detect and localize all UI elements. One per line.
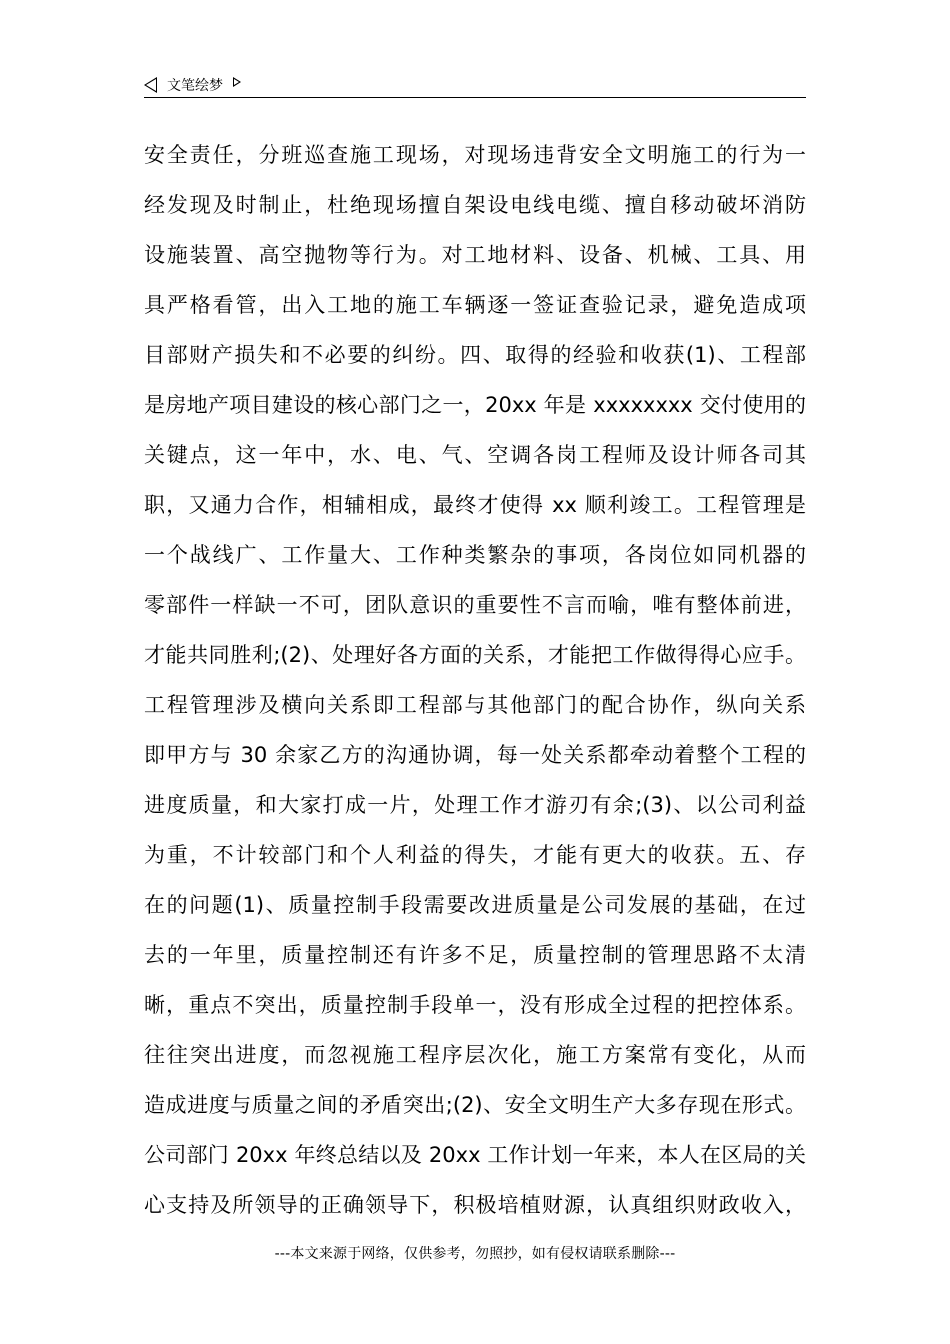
text-line: 为重，不计较部门和个人利益的得失，才能有更大的收获。五、存	[144, 843, 806, 867]
text-line: 职，又通力合作，相辅相成，最终才使得 xx 顺利竣工。工程管理是	[144, 493, 806, 517]
text-line: 工程管理涉及横向关系即工程部与其他部门的配合协作，纵向关系	[144, 693, 806, 717]
triangle-left-icon	[144, 77, 157, 93]
header-divider	[144, 97, 806, 98]
text-line: 往往突出进度，而忽视施工程序层次化，施工方案常有变化，从而	[144, 1043, 806, 1067]
text-line: 目部财产损失和不必要的纠纷。四、取得的经验和收获(1)、工程部	[144, 343, 806, 367]
text-line: 去的一年里，质量控制还有许多不足，质量控制的管理思路不太清	[144, 943, 806, 967]
text-line: 一个战线广、工作量大、工作种类繁杂的事项，各岗位如同机器的	[144, 543, 806, 567]
text-line: 安全责任，分班巡查施工现场，对现场违背安全文明施工的行为一	[144, 143, 806, 167]
text-line: 即甲方与 30 余家乙方的沟通协调，每一处关系都牵动着整个工程的	[144, 743, 806, 767]
footer-disclaimer: ---本文来源于网络，仅供参考，勿照抄，如有侵权请联系删除---	[274, 1246, 676, 1262]
text-line: 晰，重点不突出，质量控制手段单一，没有形成全过程的把控体系。	[144, 993, 806, 1017]
text-line: 才能共同胜利;(2)、处理好各方面的关系，才能把工作做得得心应手。	[144, 643, 806, 667]
text-line: 心支持及所领导的正确领导下，积极培植财源，认真组织财政收入，	[144, 1193, 806, 1217]
triangle-right-icon	[233, 77, 241, 87]
text-line: 进度质量，和大家打成一片，处理工作才游刃有余;(3)、以公司利益	[144, 793, 806, 817]
text-line: 在的问题(1)、质量控制手段需要改进质量是公司发展的基础，在过	[144, 893, 806, 917]
text-line: 具严格看管，出入工地的施工车辆逐一签证查验记录，避免造成项	[144, 293, 806, 317]
page-header	[144, 74, 806, 96]
text-line: 造成进度与质量之间的矛盾突出;(2)、安全文明生产大多存现在形式。	[144, 1093, 806, 1117]
text-line: 关键点，这一年中，水、电、气、空调各岗工程师及设计师各司其	[144, 443, 806, 467]
text-line: 是房地产项目建设的核心部门之一，20xx 年是 xxxxxxxx 交付使用的	[144, 393, 806, 417]
text-line: 公司部门 20xx 年终总结以及 20xx 工作计划一年来，本人在区局的关	[144, 1143, 806, 1167]
text-line: 零部件一样缺一不可，团队意识的重要性不言而喻，唯有整体前进，	[144, 593, 806, 617]
document-body	[144, 130, 806, 1230]
text-line: 经发现及时制止，杜绝现场擅自架设电线电缆、擅自移动破坏消防	[144, 193, 806, 217]
header-title: 文笔绘梦	[167, 78, 223, 94]
text-line: 设施装置、高空抛物等行为。对工地材料、设备、机械、工具、用	[144, 243, 806, 267]
